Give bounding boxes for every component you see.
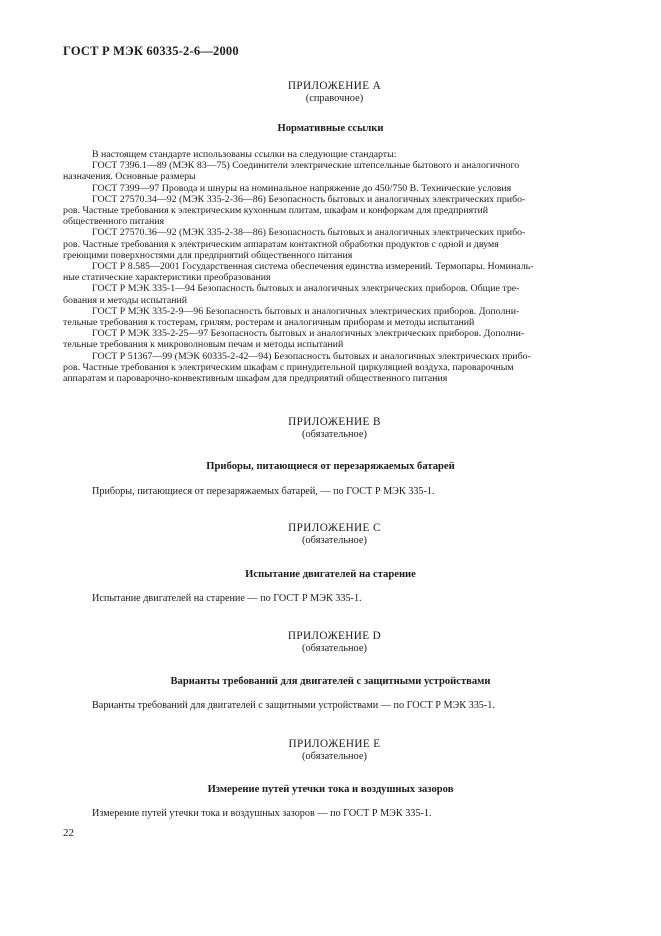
reference-item: ГОСТ Р МЭК 335-1—94 Безопасность бытовых и аналогичных электрических приборов. Общие тре- бования и методы испытаний — [63, 283, 520, 306]
appendix-a-title: ПРИЛОЖЕНИЕ А — [287, 80, 382, 92]
reference-item: ГОСТ Р МЭК 335-2-25—97 Безопасность бытовых и аналогичных электрических приборов. Дополни- тельные требования к микроволновым печам и методы испытаний — [63, 328, 525, 351]
reference-item: ГОСТ Р 51367—99 (МЭК 60335-2-42—94) Безопасность бытовых и аналогичных электрических прибо- ров. Частные требования к электрическим шкафам с принудительной циркуляцией воздуха, пароварочным аппаратам и пароварочно-конвективным шкафам для предприятий общественного питания — [63, 350, 531, 385]
appendix-b-status: (обязательное) — [302, 429, 367, 440]
appendix-c-heading-block — [0, 569, 661, 580]
appendix-b-title: ПРИЛОЖЕНИЕ В — [288, 416, 381, 428]
appendix-c-text: Испытание двигателей на старение — по ГОСТ Р МЭК 335-1. — [92, 593, 362, 604]
references-intro: В настоящем стандарте использованы ссылки на следующие стандарты: — [92, 149, 397, 160]
normative-references-list — [63, 149, 599, 384]
appendix-c-status: (обязательное) — [302, 535, 367, 546]
document-id-header: ГОСТ Р МЭК 60335-2-6—2000 — [63, 44, 239, 58]
reference-item: ГОСТ Р МЭК 335-2-9—96 Безопасность бытовых и аналогичных электрических приборов. Дополни- тельные требования к тостерам, грилям, ростерам и аналогичным приборам и методы испытаний — [63, 305, 520, 329]
reference-item: ГОСТ 7399—97 Провода и шнуры на номинальное напряжение до 450/750 В. Технические условия — [92, 182, 512, 194]
appendix-a-status: (справочное) — [305, 93, 364, 104]
appendix-d-heading: Варианты требований для двигателей с защитными устройствами — [170, 676, 491, 687]
reference-item: ГОСТ 7396.1—89 (МЭК 83—75) Соединители электрические штепсельные бытового и аналогичного назначения. Основные размеры — [63, 160, 520, 183]
appendix-a-heading: Нормативные ссылки — [277, 123, 384, 134]
appendix-d-heading-block — [0, 676, 661, 687]
reference-item: ГОСТ 27570.36—92 (МЭК 335-2-38—86) Безопасность бытовых и аналогичных электрических прибо- ров. Частные требования к электрическим аппаратам контактной обработки продуктов с одной и двумя греющими поверхностями для предприятий общественного питания — [63, 227, 526, 261]
reference-item: ГОСТ 27570.34—92 (МЭК 335-2-36—86) Безопасность бытовых и аналогичных электрических прибо- ров. Частные требования к электрическим кухонным плитам, шкафам и конфоркам для предприятий общественного питания — [63, 193, 526, 228]
appendix-e-heading-block — [0, 784, 661, 795]
appendix-d-title: ПРИЛОЖЕНИЕ D — [287, 630, 382, 642]
appendix-b-heading: Приборы, питающиеся от перезаряжаемых батарей — [206, 461, 455, 472]
appendix-e-title: ПРИЛОЖЕНИЕ Е — [288, 738, 381, 750]
appendix-d-title-block — [0, 630, 661, 654]
appendix-e-heading: Измерение путей утечки тока и воздушных зазоров — [207, 784, 454, 795]
appendix-e-status: (обязательное) — [302, 751, 367, 762]
appendix-e-title-block — [0, 738, 661, 762]
page-number: 22 — [63, 827, 74, 839]
appendix-c-title-block — [0, 522, 661, 546]
appendix-b-heading-block — [0, 461, 661, 472]
appendix-c-heading: Испытание двигателей на старение — [245, 569, 416, 580]
appendix-b-text: Приборы, питающиеся от перезаряжаемых батарей, — по ГОСТ Р МЭК 335-1. — [92, 486, 435, 497]
appendix-d-text: Варианты требований для двигателей с защитными устройствами — по ГОСТ Р МЭК 335-1. — [92, 700, 495, 711]
appendix-d-status: (обязательное) — [302, 643, 367, 654]
appendix-a-title-block — [0, 80, 661, 104]
reference-item: ГОСТ Р 8.585—2001 Государственная система обеспечения единства измерений. Термопары. Номиналь- ные статические характеристики преобразования — [63, 261, 534, 284]
appendix-e-text: Измерение путей утечки тока и воздушных зазоров — по ГОСТ Р МЭК 335-1. — [92, 808, 432, 819]
appendix-b-title-block — [0, 416, 661, 440]
appendix-c-title: ПРИЛОЖЕНИЕ С — [288, 522, 381, 534]
appendix-a-heading-block — [0, 123, 661, 134]
